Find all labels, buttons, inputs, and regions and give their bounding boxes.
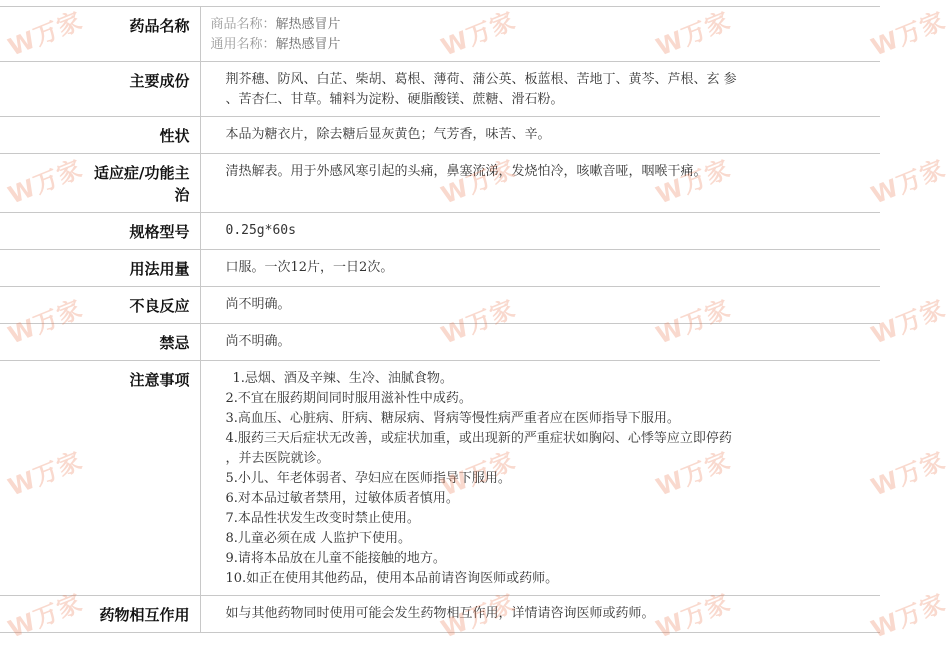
drug-name-value [200, 7, 880, 62]
watermark-logo: W万家 [437, 154, 520, 210]
indications-label [0, 154, 200, 213]
ingredients-line-1: 荆芥穗、防风、白芷、柴胡、葛根、薄荷、蒲公英、板蓝根、苦地丁、黄芩、芦根、玄 参 [225, 72, 737, 87]
watermark-logo: W万家 [4, 154, 87, 210]
row-contraindications [0, 324, 880, 361]
precaution-line: 3.高血压、心脏病、肝病、糖尿病、肾病等慢性病严重者应在医师指导下服用。 [225, 411, 680, 426]
spec-label: 规格型号 [0, 213, 200, 250]
precaution-line: 7.本品性状发生改变时禁止使用。 [225, 511, 420, 526]
appearance-value: 本品为糖衣片，除去糖后显灰黄色；气芳香，味苦、辛。 [200, 117, 880, 154]
precaution-line: 4.服药三天后症状无改善，或症状加重，或出现新的严重症状如胸闷、心悸等应立即停药 [225, 431, 732, 446]
interactions-value: 如与其他药物同时使用可能会发生药物相互作用，详情请咨询医师或药师。 [200, 596, 880, 633]
precaution-line: 10.如正在使用其他药品，使用本品前请咨询医师或药师。 [225, 571, 559, 586]
indications-label-line-1: 适应症/功能主 [94, 164, 190, 182]
watermark-logo: W万家 [652, 446, 735, 502]
watermark-logo: W万家 [652, 154, 735, 210]
watermark-logo: W万家 [437, 294, 520, 350]
trade-name: 解热感冒片 [275, 17, 341, 32]
precaution-line: 5.小儿、年老体弱者、孕妇应在医师指导下服用。 [225, 471, 511, 486]
precaution-line: 1.忌烟、酒及辛辣、生冷、油腻食物。 [232, 371, 453, 386]
watermark-logo: W万家 [4, 6, 87, 62]
adverse-value: 尚不明确。 [200, 287, 880, 324]
spec-text: 0.25g*60s [225, 223, 296, 238]
trade-name-prefix: 商品名称： [210, 17, 276, 32]
contraindications-value: 尚不明确。 [200, 324, 880, 361]
row-drug-name [0, 7, 880, 62]
ingredients-line-2: 、苦杏仁、甘草。辅料为淀粉、硬脂酸镁、蔗糖、滑石粉。 [225, 92, 564, 107]
precautions-label: 注意事项 [0, 361, 200, 596]
watermark-logo: W万家 [867, 588, 950, 644]
generic-name: 解热感冒片 [275, 37, 341, 52]
watermark-logo: W万家 [652, 6, 735, 62]
precaution-line: ，并去医院就诊。 [225, 451, 330, 466]
drug-name-label: 药品名称 [0, 7, 200, 62]
watermark-logo: W万家 [867, 6, 950, 62]
adverse-label: 不良反应 [0, 287, 200, 324]
watermark-logo: W万家 [867, 446, 950, 502]
drug-info-table [0, 6, 880, 633]
watermark-logo: W万家 [4, 588, 87, 644]
row-interactions [0, 596, 880, 633]
watermark-logo: W万家 [652, 294, 735, 350]
watermark-logo: W万家 [437, 446, 520, 502]
ingredients-value [200, 62, 880, 117]
precautions-value [200, 361, 880, 596]
row-spec [0, 213, 880, 250]
watermark-logo: W万家 [437, 6, 520, 62]
watermark-logo: W万家 [4, 294, 87, 350]
contraindications-label: 禁忌 [0, 324, 200, 361]
spec-value [200, 213, 880, 250]
interactions-label: 药物相互作用 [0, 596, 200, 633]
row-appearance [0, 117, 880, 154]
indications-label-line-2: 治 [174, 186, 190, 204]
watermark-logo: W万家 [867, 154, 950, 210]
appearance-label: 性状 [0, 117, 200, 154]
row-ingredients [0, 62, 880, 117]
watermark-logo: W万家 [652, 588, 735, 644]
row-adverse-reactions [0, 287, 880, 324]
precaution-line: 2.不宜在服药期间同时服用滋补性中成药。 [225, 391, 472, 406]
watermark-logo: W万家 [4, 446, 87, 502]
usage-value: 口服。一次12片，一日2次。 [200, 250, 880, 287]
precaution-line: 6.对本品过敏者禁用，过敏体质者慎用。 [225, 491, 459, 506]
precaution-line: 8.儿童必须在成 人监护下使用。 [225, 531, 412, 546]
watermark-logo: W万家 [867, 294, 950, 350]
usage-label: 用法用量 [0, 250, 200, 287]
precaution-line: 9.请将本品放在儿童不能接触的地方。 [225, 551, 446, 566]
generic-name-prefix: 通用名称： [210, 37, 276, 52]
indications-value: 清热解表。用于外感风寒引起的头痛，鼻塞流涕，发烧怕冷，咳嗽音哑，咽喉干痛。 [200, 154, 880, 213]
ingredients-label: 主要成份 [0, 62, 200, 117]
row-precautions [0, 361, 880, 596]
row-usage [0, 250, 880, 287]
row-indications [0, 154, 880, 213]
watermark-logo: W万家 [437, 588, 520, 644]
